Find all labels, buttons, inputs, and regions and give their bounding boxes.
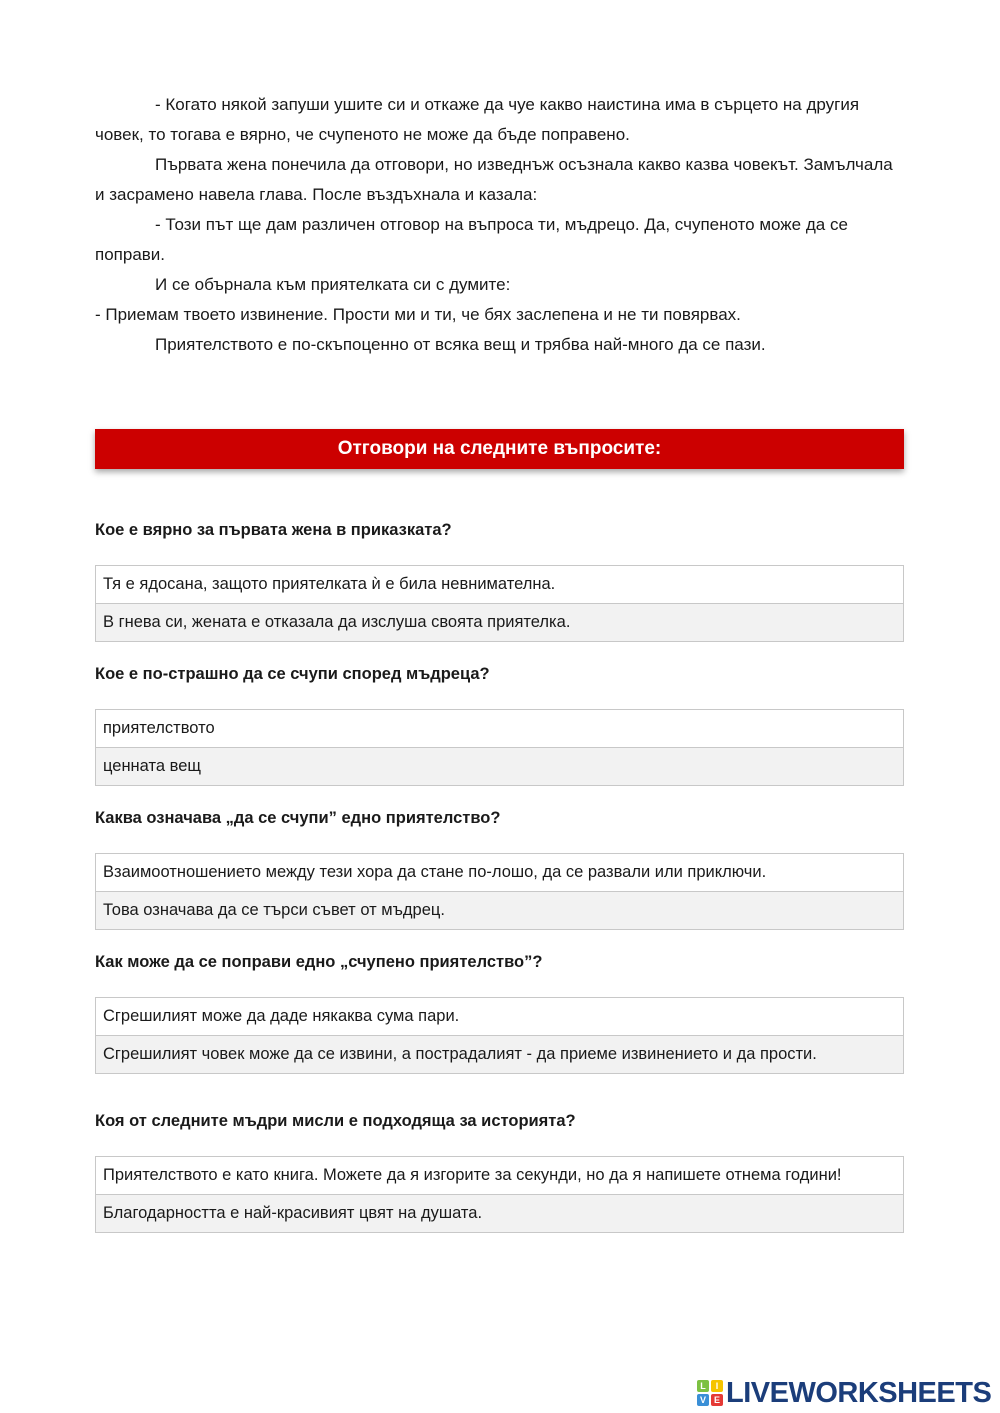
logo-text: LIVEWORKSHEETS [726, 1376, 992, 1409]
question-block-5 [95, 1112, 904, 1233]
logo-letter-i: I [711, 1380, 723, 1392]
answer-option[interactable]: Сгрешилият човек може да се извини, а пострадалият - да приеме извинението и да прости. [96, 1035, 903, 1073]
logo-letter-l: L [697, 1380, 709, 1392]
question-block-2 [95, 665, 904, 786]
answer-option[interactable]: Това означава да се търси съвет от мъдрец. [96, 891, 903, 929]
question-text: Каква означава „да се счупи” едно приятелство? [95, 809, 501, 827]
question-text: Как може да се поправи едно „счупено приятелство”? [95, 953, 543, 971]
liveworksheets-logo [697, 1378, 991, 1408]
story-paragraph: - Приемам твоето извинение. Прости ми и ти, че бях заслепена и не ти повярвах. [95, 305, 741, 324]
answer-options [95, 997, 904, 1074]
story-paragraph: Приятелството е по-скъпоценно от всяка вещ и трябва най-много да се пази. [155, 335, 766, 354]
question-text: Коя от следните мъдри мисли е подходяща за историята? [95, 1112, 576, 1130]
answer-option[interactable]: Благодарността е най-красивият цвят на душата. [96, 1194, 903, 1232]
answer-option[interactable]: В гнева си, жената е отказала да изслуша своята приятелка. [96, 603, 903, 641]
question-text: Кое е вярно за първата жена в приказката? [95, 521, 452, 539]
logo-icon [697, 1380, 723, 1406]
banner-title: Отговори на следните въпросите: [337, 438, 662, 459]
story-paragraph: - Този път ще дам различен отговор на въпроса ти, мъдрецо. Да, счупеното може да се поправи. [95, 215, 848, 264]
answer-option[interactable]: Тя е ядосана, защото приятелката ѝ е била невнимателна. [96, 566, 903, 603]
answer-option[interactable]: Сгрешилият може да даде някаква сума пари. [96, 998, 903, 1035]
logo-letter-v: V [697, 1394, 709, 1406]
story-paragraph: И се обърнала към приятелката си с думите: [155, 275, 511, 294]
question-block-3 [95, 809, 904, 930]
question-block-1 [95, 521, 904, 642]
answer-option[interactable]: Приятелството е като книга. Можете да я изгорите за секунди, но да я напишете отнема години! [96, 1157, 903, 1194]
answer-options [95, 709, 904, 786]
question-block-4 [95, 953, 904, 1074]
answer-option[interactable]: Взаимоотношението между тези хора да стане по-лошо, да се развали или приключи. [96, 854, 903, 891]
answer-option[interactable]: ценната вещ [96, 747, 903, 785]
story-text [95, 90, 905, 360]
answer-options [95, 1156, 904, 1233]
answer-options [95, 565, 904, 642]
answer-option[interactable]: приятелството [96, 710, 903, 747]
story-paragraph: Първата жена понечила да отговори, но изведнъж осъзнала какво казва човекът. Замълчала и засрамено навела глава. После въздъхнала и казала: [95, 155, 893, 204]
story-paragraph: - Когато някой запуши ушите си и откаже да чуе какво наистина има в сърцето на другия човек, то тогава е вярно, че счупеното не може да бъде поправено. [95, 95, 860, 144]
question-text: Кое е по-страшно да се счупи според мъдреца? [95, 665, 490, 683]
section-banner [95, 429, 904, 469]
answer-options [95, 853, 904, 930]
logo-letter-e: E [711, 1394, 723, 1406]
